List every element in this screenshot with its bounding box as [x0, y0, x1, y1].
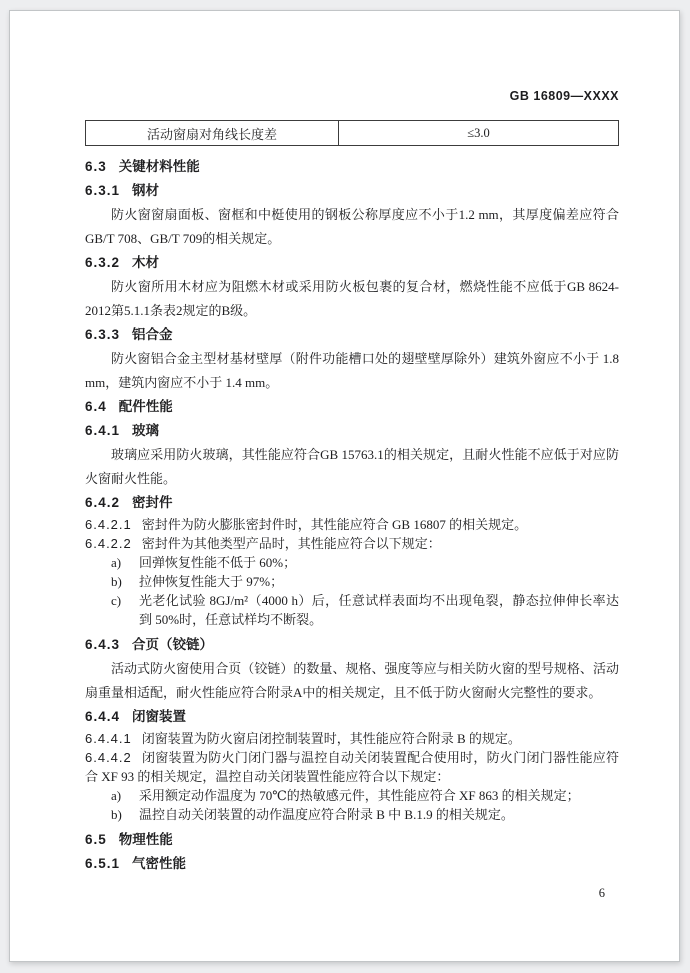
clause-number: 6.3.2 [85, 255, 121, 270]
clause-title: 木材 [132, 255, 160, 270]
paragraph-6-3-3: 防火窗铝合金主型材基材壁厚（附件功能槽口处的翅壁壁厚除外）建筑外窗应不小于 1.8 mm，建筑内窗应不小于 1.4 mm。 [85, 351, 619, 390]
clause-6-4-2-1 [85, 515, 619, 534]
clause-title: 关键材料性能 [118, 159, 200, 174]
clause-title: 玻璃 [132, 423, 160, 438]
list-item [85, 786, 619, 805]
clause-title: 铝合金 [132, 327, 173, 342]
clause-number: 6.5 [85, 832, 107, 847]
paragraph-6-3-2: 防火窗所用木材应为阻燃木材或采用防火板包裹的复合材，燃烧性能不应低于GB 8624-2012第5.1.1条表2规定的B级。 [85, 279, 619, 318]
standard-code-header: GB 16809—XXXX [509, 89, 619, 103]
heading-6-3-2 [85, 251, 619, 275]
clause-number: 6.5.1 [85, 856, 121, 871]
list-text: 光老化试验 8GJ/m²（4000 h）后，任意试样表面均不出现龟裂，静态拉伸伸长率达到 50%时，任意试样均不断裂。 [139, 593, 619, 627]
heading-6-3-1 [85, 179, 619, 203]
heading-6-3 [85, 155, 619, 179]
clause-6-4-2-2 [85, 534, 619, 553]
tolerance-table [85, 120, 619, 146]
clause-number: 6.4.4.1 [85, 731, 132, 746]
clause-number: 6.4.3 [85, 637, 121, 652]
list-text: 温控自动关闭装置的动作温度应符合附录 B 中 B.1.9 的相关规定。 [139, 807, 514, 822]
clause-title: 合页（铰链） [132, 637, 214, 652]
paragraph-6-4-3: 活动式防火窗使用合页（铰链）的数量、规格、强度等应与相关防火窗的型号规格、活动扇重量相适配，耐火性能应符合附录A中的相关规定，且不低于防火窗耐火完整性的要求。 [85, 661, 619, 700]
clause-title: 钢材 [132, 183, 160, 198]
list-marker: c) [111, 593, 122, 608]
document-page [9, 10, 680, 962]
clause-title: 配件性能 [118, 399, 173, 414]
clause-number: 6.4.2.1 [85, 517, 132, 532]
clause-text: 闭窗装置为防火窗启闭控制装置时，其性能应符合附录 B 的规定。 [141, 731, 521, 746]
list-item [85, 805, 619, 824]
list-marker: a) [111, 788, 122, 803]
clause-text: 密封件为防火膨胀密封件时，其性能应符合 GB 16807 的相关规定。 [141, 517, 528, 532]
page-number: 6 [598, 886, 605, 900]
list-marker: b) [111, 574, 122, 589]
clause-number: 6.3.1 [85, 183, 121, 198]
clause-number: 6.4.2.2 [85, 536, 132, 551]
heading-6-4 [85, 395, 619, 419]
clause-text: 密封件为其他类型产品时，其性能应符合以下规定： [141, 536, 441, 551]
paragraph-6-4-1: 玻璃应采用防火玻璃，其性能应符合GB 15763.1的相关规定，且耐火性能不应低于对应防火窗耐火性能。 [85, 447, 619, 486]
clause-number: 6.3 [85, 159, 107, 174]
clause-number: 6.4.4.2 [85, 750, 132, 765]
heading-6-4-3 [85, 633, 619, 657]
table-row [86, 121, 619, 146]
clause-number: 6.4.4 [85, 709, 121, 724]
heading-6-5-1 [85, 852, 619, 876]
clause-title: 气密性能 [132, 856, 187, 871]
heading-6-4-2 [85, 491, 619, 515]
heading-6-5 [85, 828, 619, 852]
clause-number: 6.4 [85, 399, 107, 414]
heading-6-4-1 [85, 419, 619, 443]
heading-6-4-4 [85, 705, 619, 729]
list-item [85, 553, 619, 572]
list-item [85, 591, 619, 629]
list-marker: a) [111, 555, 122, 570]
clause-6-4-4-2 [85, 748, 619, 786]
clause-text: 闭窗装置为防火门闭门器与温控自动关闭装置配合使用时，防火门闭门器性能应符合 XF 93 的相关规定，温控自动关闭装置性能应符合以下规定： [85, 750, 619, 784]
clause-number: 6.4.1 [85, 423, 121, 438]
table-cell-value: ≤3.0 [339, 121, 619, 146]
list-marker: b) [111, 807, 122, 822]
clause-6-4-4-1 [85, 729, 619, 748]
clause-title: 密封件 [132, 495, 173, 510]
list-text: 回弹恢复性能不低于 60%； [139, 555, 297, 570]
clause-title: 闭窗装置 [132, 709, 187, 724]
paragraph-6-3-1: 防火窗窗扇面板、窗框和中梃使用的钢板公称厚度应不小于1.2 mm，其厚度偏差应符合GB/T 708、GB/T 709的相关规定。 [85, 207, 619, 246]
clause-number: 6.3.3 [85, 327, 121, 342]
clause-title: 物理性能 [118, 832, 173, 847]
list-text: 拉伸恢复性能大于 97%； [139, 574, 284, 589]
table-cell-label: 活动窗扇对角线长度差 [86, 121, 339, 146]
list-item [85, 572, 619, 591]
clause-number: 6.4.2 [85, 495, 121, 510]
heading-6-3-3 [85, 323, 619, 347]
list-text: 采用额定动作温度为 70℃的热敏感元件，其性能应符合 XF 863 的相关规定； [139, 788, 580, 803]
